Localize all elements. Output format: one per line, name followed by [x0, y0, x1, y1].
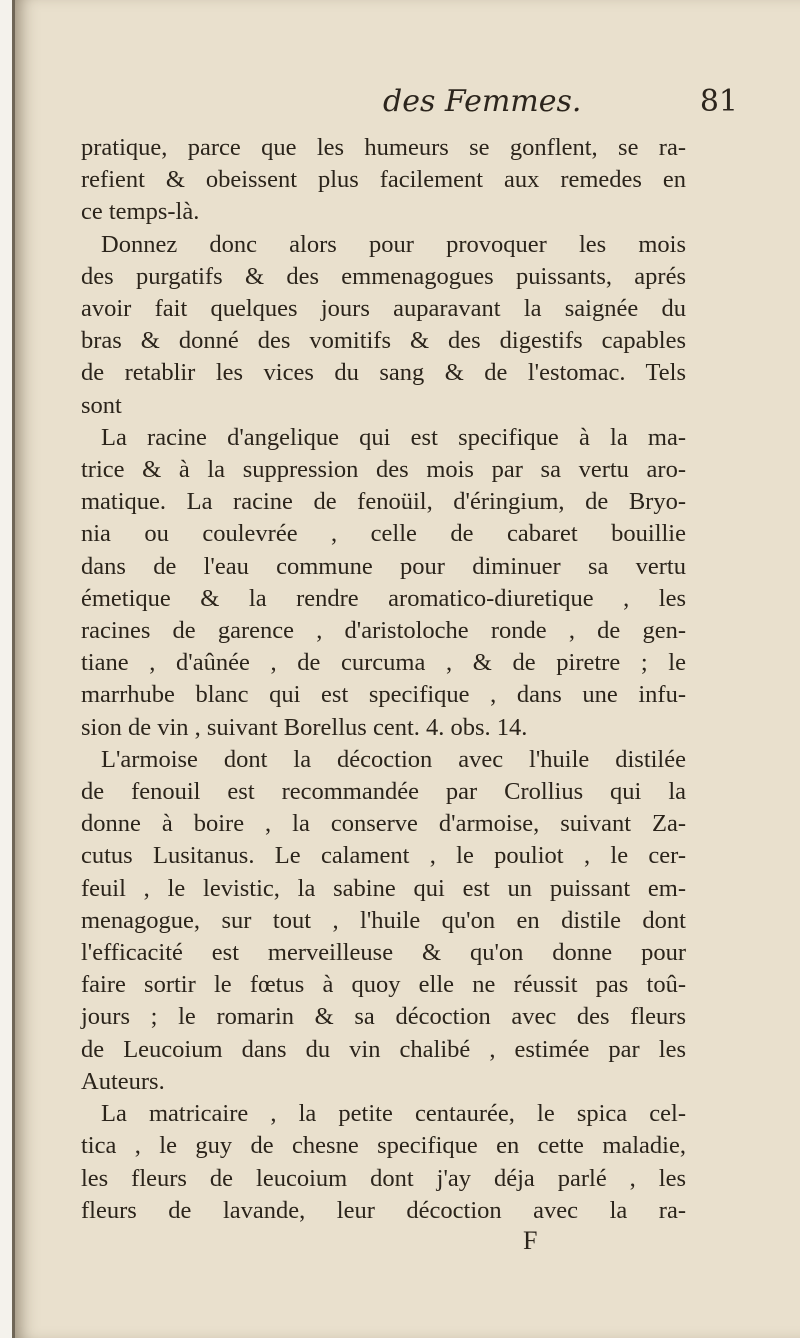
running-title: des Femmes.: [383, 84, 582, 119]
book-page: [12, 0, 800, 1338]
text-line: l'efficacité est merveilleuse & qu'on donne pour: [81, 939, 686, 967]
text-line: trice & à la suppression des mois par sa vertu aro-: [81, 456, 686, 484]
text-line: de retablir les vices du sang & de l'estomac. Tels: [81, 359, 686, 387]
text-line: menagogue, sur tout , l'huile qu'on en distile dont: [81, 906, 686, 934]
text-line: refient & obeissent plus facilement aux remedes en: [81, 166, 686, 194]
text-line: ce temps-là.: [81, 198, 200, 226]
text-line: tica , le guy de chesne specifique en cette maladie,: [81, 1132, 686, 1160]
text-line: de Leucoium dans du vin chalibé , estimée par les: [81, 1035, 686, 1063]
text-line: dans de l'eau commune pour diminuer sa vertu: [81, 552, 686, 580]
text-line: donne à boire , la conserve d'armoise, suivant Za-: [81, 810, 686, 838]
text-line: cutus Lusitanus. Le calament , le pouliot , le cer-: [81, 842, 686, 870]
text-line: faire sortir le fœtus à quoy elle ne réussit pas toû-: [81, 971, 686, 999]
text-line: sion de vin , suivant Borellus cent. 4. obs. 14.: [81, 713, 528, 741]
page-number: 81: [699, 84, 738, 119]
text-line: La racine d'angelique qui est specifique à la ma-: [101, 423, 686, 451]
text-line: des purgatifs & des emmenagogues puissants, aprés: [81, 262, 686, 290]
text-line: Donnez donc alors pour provoquer les mois: [101, 230, 686, 258]
text-line: jours ; le romarin & sa décoction avec des fleurs: [81, 1003, 686, 1031]
text-line: La matricaire , la petite centaurée, le spica cel-: [101, 1100, 686, 1128]
text-line: tiane , d'aûnée , de curcuma , & de piretre ; le: [81, 649, 686, 677]
text-line: marrhube blanc qui est specifique , dans une infu-: [81, 681, 686, 709]
text-line: L'armoise dont la décoction avec l'huile distilée: [101, 745, 686, 773]
text-line: bras & donné des vomitifs & des digestifs capables: [81, 327, 686, 355]
text-line: les fleurs de leucoium dont j'ay déja parlé , les: [81, 1164, 686, 1192]
text-line: Auteurs.: [81, 1067, 165, 1095]
text-line: sont: [81, 391, 122, 419]
text-line: feuil , le levistic, la sabine qui est un puissant em-: [81, 874, 686, 902]
text-line: émetique & la rendre aromatico-diuretique , les: [81, 584, 686, 612]
text-line: nia ou coulevrée , celle de cabaret bouillie: [81, 520, 686, 548]
text-line: de fenouil est recommandée par Crollius qui la: [81, 778, 686, 806]
page-header: [83, 84, 738, 128]
signature-mark: F: [523, 1226, 538, 1255]
text-line: racines de garence , d'aristoloche ronde , de gen-: [81, 617, 686, 645]
text-line: matique. La racine de fenoüil, d'éringium, de Bryo-: [81, 488, 686, 516]
text-line: fleurs de lavande, leur décoction avec la ra-: [81, 1196, 686, 1224]
text-line: avoir fait quelques jours auparavant la saignée du: [81, 295, 686, 323]
body-text: [81, 132, 686, 1227]
text-line: pratique, parce que les humeurs se gonflent, se ra-: [81, 134, 686, 161]
